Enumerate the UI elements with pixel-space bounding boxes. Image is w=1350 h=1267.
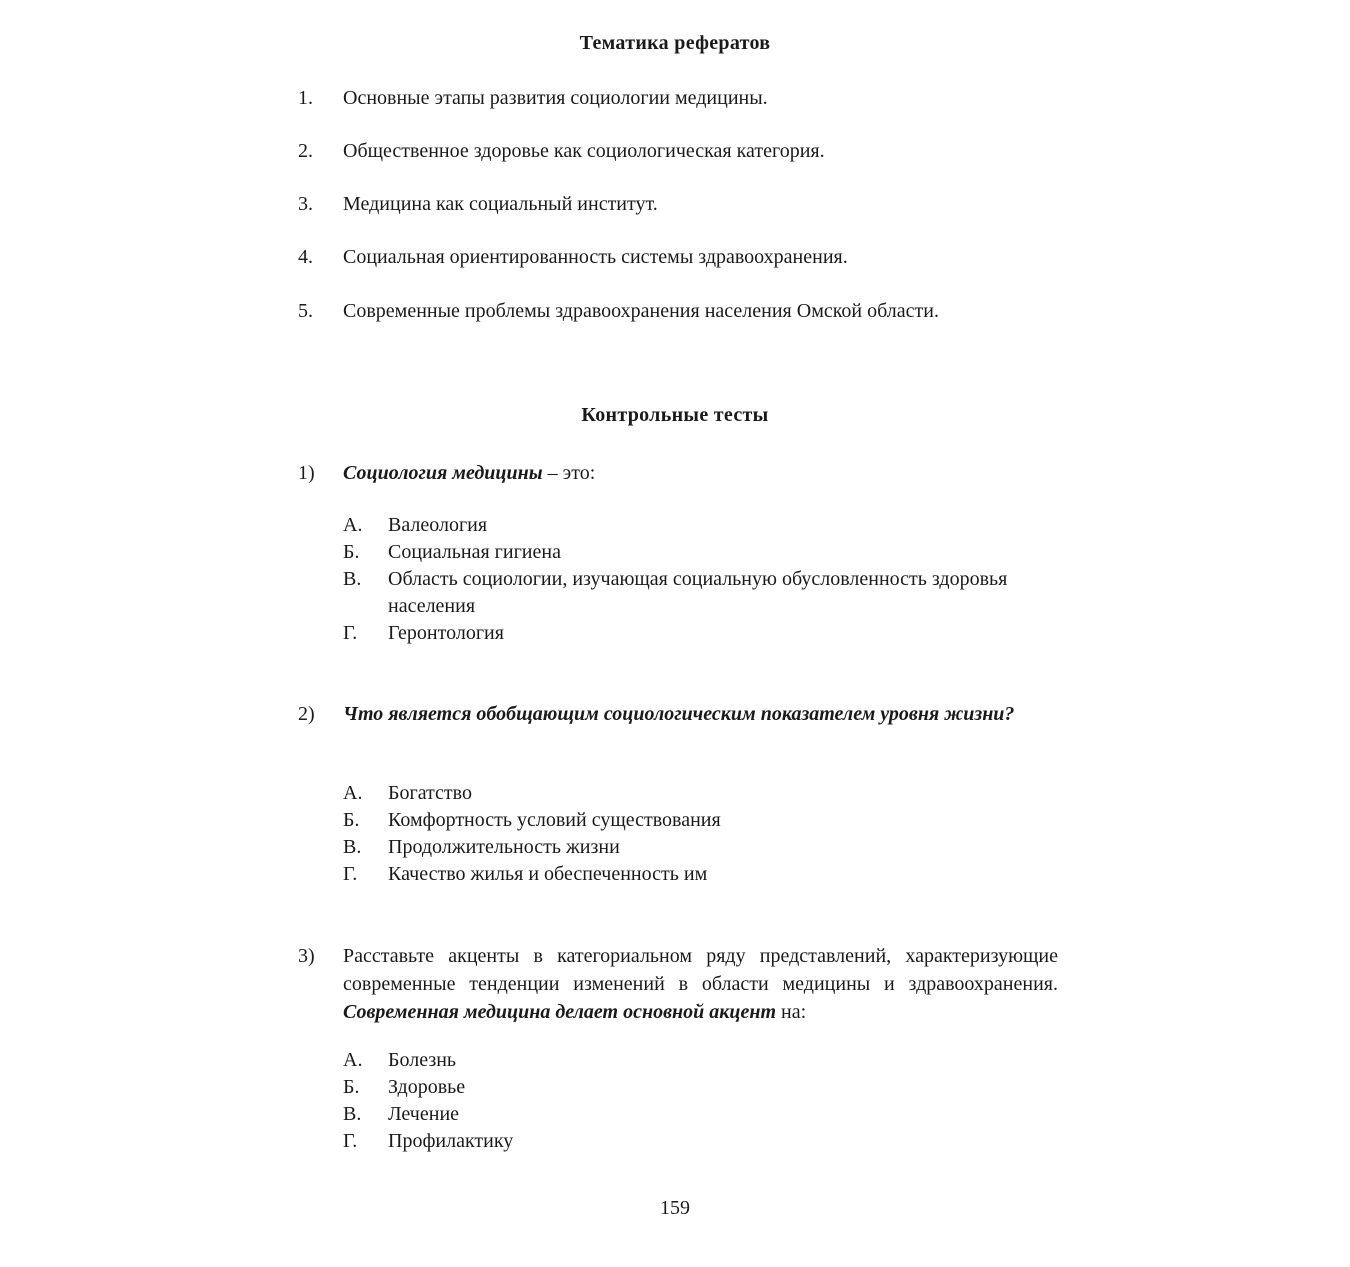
option-text: Валеология <box>388 514 488 536</box>
option-text: Область социологии, изучающая социальную обусловленность здоровья населения <box>388 568 1008 617</box>
answer-options <box>343 1047 1058 1155</box>
topics-heading: Тематика рефератов <box>579 32 771 54</box>
option-letter: Г. <box>343 1130 358 1152</box>
option-letter: В. <box>343 836 362 858</box>
option-text: Социальная гигиена <box>388 541 561 563</box>
question-rest: на: <box>776 1001 807 1023</box>
topic-text: Основные этапы развития социологии медицины. <box>343 87 768 109</box>
topic-item <box>298 190 1058 218</box>
question-emphasis: Социология медицины <box>343 462 543 484</box>
option-letter: Б. <box>343 809 360 831</box>
answer-option <box>343 1047 1058 1074</box>
topic-number: 4. <box>298 246 313 268</box>
option-text: Болезнь <box>388 1049 457 1071</box>
question-number: 1) <box>298 462 315 484</box>
option-text: Здоровье <box>388 1076 466 1098</box>
topic-text: Современные проблемы здравоохранения населения Омской области. <box>343 300 939 322</box>
question-emphasis: Что является обобщающим социологическим показателем уровня жизни? <box>343 703 1015 725</box>
answer-option <box>343 620 1058 647</box>
answer-option <box>343 807 1058 834</box>
option-text: Профилактику <box>388 1130 514 1152</box>
topic-item <box>298 297 1058 325</box>
option-text: Лечение <box>388 1103 460 1125</box>
option-text: Геронтология <box>388 622 504 644</box>
answer-option <box>343 780 1058 807</box>
topic-item <box>298 243 1058 271</box>
option-text: Комфортность условий существования <box>388 809 721 831</box>
question-text <box>343 459 1058 487</box>
answer-option <box>343 539 1058 566</box>
topic-item <box>298 84 1058 112</box>
answer-option <box>343 834 1058 861</box>
answer-option <box>343 1128 1058 1155</box>
question-text <box>343 942 1058 1026</box>
option-text: Качество жилья и обеспеченность им <box>388 863 708 885</box>
page-number: 159 <box>660 1197 690 1219</box>
option-letter: Г. <box>343 622 358 644</box>
option-letter: В. <box>343 1103 362 1125</box>
test-question <box>298 942 1058 1026</box>
answer-options <box>343 512 1058 647</box>
answer-option <box>343 861 1058 888</box>
topic-number: 1. <box>298 87 313 109</box>
option-letter: А. <box>343 514 363 536</box>
option-letter: Б. <box>343 1076 360 1098</box>
topic-text: Социальная ориентированность системы здравоохранения. <box>343 246 848 268</box>
question-number: 2) <box>298 703 315 725</box>
test-question <box>298 700 1058 728</box>
topic-text: Медицина как социальный институт. <box>343 193 658 215</box>
topic-item <box>298 137 1058 165</box>
option-letter: В. <box>343 568 362 590</box>
option-text: Продолжительность жизни <box>388 836 620 858</box>
topic-number: 2. <box>298 140 313 162</box>
question-number: 3) <box>298 945 315 967</box>
topic-number: 3. <box>298 193 313 215</box>
question-pre: Расставьте акценты в категориальном ряду представлений, характеризующие современные тенденции изменений в области медицины и здравоохранения. <box>343 945 1058 995</box>
answer-option <box>343 512 1058 539</box>
option-text: Богатство <box>388 782 472 804</box>
answer-option <box>343 566 1058 620</box>
option-letter: А. <box>343 782 363 804</box>
tests-heading: Контрольные тесты <box>581 404 769 426</box>
answer-options <box>343 780 1058 888</box>
question-emphasis: Современная медицина делает основной акцент <box>343 1001 777 1023</box>
topic-number: 5. <box>298 300 313 322</box>
answer-option <box>343 1101 1058 1128</box>
test-question <box>298 459 1058 487</box>
question-rest: – это: <box>542 462 596 484</box>
option-letter: А. <box>343 1049 363 1071</box>
option-letter: Б. <box>343 541 360 563</box>
option-letter: Г. <box>343 863 358 885</box>
answer-option <box>343 1074 1058 1101</box>
question-text <box>343 700 1058 728</box>
topic-text: Общественное здоровье как социологическая категория. <box>343 140 825 162</box>
